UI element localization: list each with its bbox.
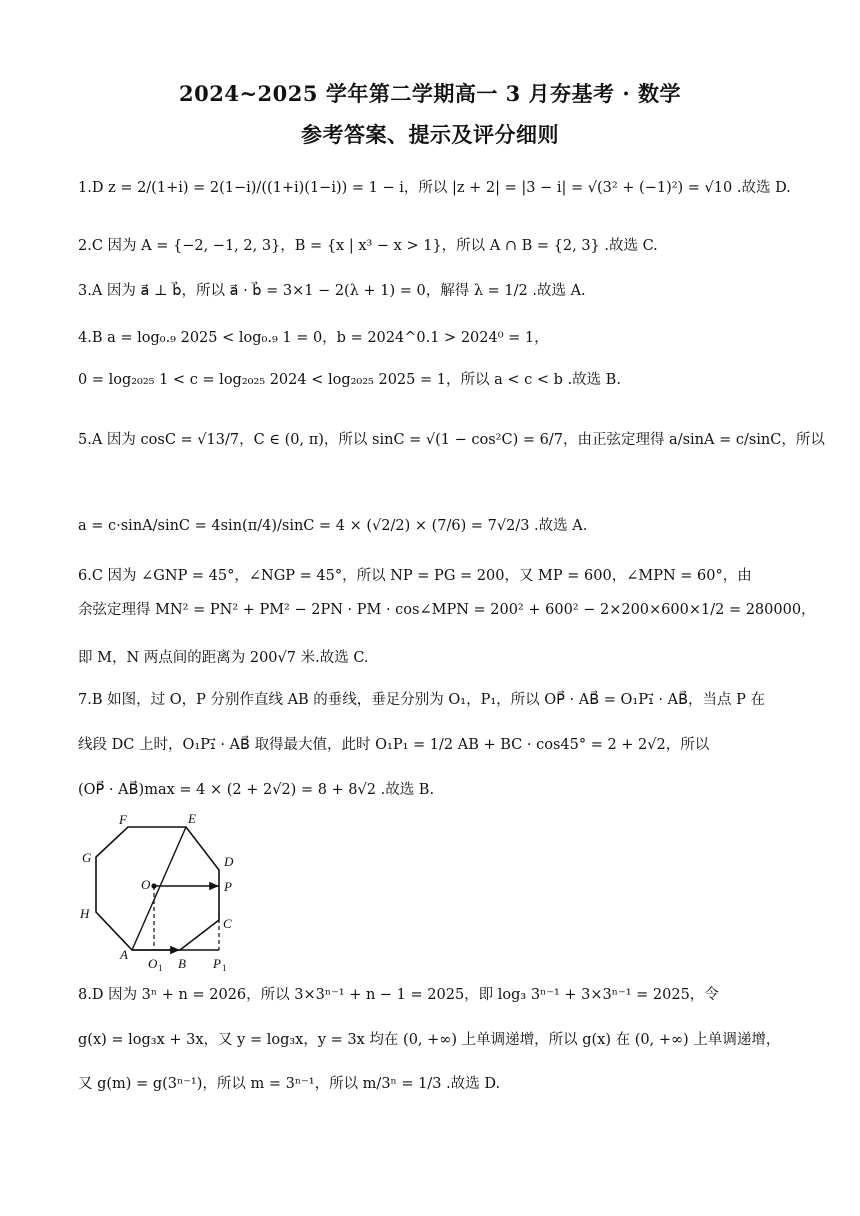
label-E: E — [188, 812, 196, 826]
octagon-figure — [78, 812, 248, 972]
answer-line-q8-part2: g(x) = log₃x + 3x，又 y = log₃x，y = 3x 均在 (0, +∞) 上单调递增，所以 g(x) 在 (0, +∞) 上单调递增， — [78, 1032, 781, 1048]
octagon-shape — [96, 827, 219, 950]
label-D: D — [224, 854, 234, 869]
label-F: F — [119, 812, 127, 827]
answer-line-q6-part2: 余弦定理得 MN² = PN² + PM² − 2PN · PM · cos∠MPN = 200² + 600² − 2×200×600×1/2 = 280000， — [78, 602, 816, 618]
label-P: P — [224, 879, 232, 894]
point-O — [151, 883, 156, 888]
answer-line-q2: 2.C 因为 A = {−2, −1, 2, 3}，B = {x | x³ − x > 1}，所以 A ∩ B = {2, 3} .故选 C. — [78, 238, 658, 254]
label-O1-subscript: 1 — [158, 963, 163, 972]
label-O1: O — [148, 956, 158, 971]
answer-line-q8-part1: 8.D 因为 3ⁿ + n = 2026，所以 3×3ⁿ⁻¹ + n − 1 = 2025，即 log₃ 3ⁿ⁻¹ + 3×3ⁿ⁻¹ = 2025，令 — [78, 987, 719, 1003]
answer-line-q6-part1: 6.C 因为 ∠GNP = 45°，∠NGP = 45°，所以 NP = PG = 200，又 MP = 600，∠MPN = 60°，由 — [78, 568, 752, 584]
answer-line-q7-part3: (OP⃗ · AB⃗)max = 4 × (2 + 2√2) = 8 + 8√2 .故选 B. — [78, 782, 435, 798]
label-B: B — [178, 956, 186, 971]
label-A: A — [120, 947, 128, 962]
answer-line-q4-part1: 4.B a = log₀.₉ 2025 < log₀.₉ 1 = 0，b = 2024^0.1 > 2024⁰ = 1， — [78, 330, 549, 346]
page-title: 2024~2025 学年第二学期高一 3 月夯基考 · 数学 — [179, 81, 681, 106]
answer-line-q1: 1.D z = 2/(1+i) = 2(1−i)/((1+i)(1−i)) = 1 − i，所以 |z + 2| = |3 − i| = √(3² + (−1)²) = √10 .故选 D. — [78, 180, 791, 196]
answer-line-q8-part3: 又 g(m) = g(3ⁿ⁻¹)，所以 m = 3ⁿ⁻¹，所以 m/3ⁿ = 1/3 .故选 D. — [78, 1076, 501, 1092]
octagon-diagram — [78, 812, 248, 972]
page-subtitle: 参考答案、提示及评分细则 — [301, 122, 559, 147]
label-G: G — [82, 850, 92, 865]
answer-line-q7-part1: 7.B 如图，过 O，P 分别作直线 AB 的垂线，垂足分别为 O₁，P₁，所以 OP⃗ · AB⃗ = O₁P₁⃗ · AB⃗，当点 P 在 — [78, 692, 766, 708]
answer-line-q7-part2: 线段 DC 上时，O₁P₁⃗ · AB⃗ 取得最大值，此时 O₁P₁ = 1/2 AB + BC · cos45° = 2 + 2√2，所以 — [78, 737, 710, 753]
label-P1-subscript: 1 — [222, 963, 227, 972]
answer-line-q4-part2: 0 = log₂₀₂₅ 1 < c = log₂₀₂₅ 2024 < log₂₀₂₅ 2025 = 1，所以 a < c < b .故选 B. — [78, 372, 621, 388]
label-H: H — [80, 906, 90, 921]
label-O: O — [141, 877, 151, 892]
answer-line-q6-part3: 即 M，N 两点间的距离为 200√7 米.故选 C. — [78, 650, 369, 666]
answer-line-q5-part2: a = c·sinA/sinC = 4sin(π/4)/sinC = 4 × (√2/2) × (7/6) = 7√2/3 .故选 A. — [78, 518, 588, 534]
answer-line-q5-part1: 5.A 因为 cosC = √13/7，C ∈ (0, π)，所以 sinC = √(1 − cos²C) = 6/7，由正弦定理得 a/sinA = c/sinC，所以 — [78, 432, 825, 448]
answer-line-q3: 3.A 因为 a⃗ ⊥ b⃗，所以 a⃗ · b⃗ = 3×1 − 2(λ + 1) = 0，解得 λ = 1/2 .故选 A. — [78, 283, 586, 299]
label-C: C — [223, 916, 232, 931]
label-P1: P — [213, 956, 221, 971]
